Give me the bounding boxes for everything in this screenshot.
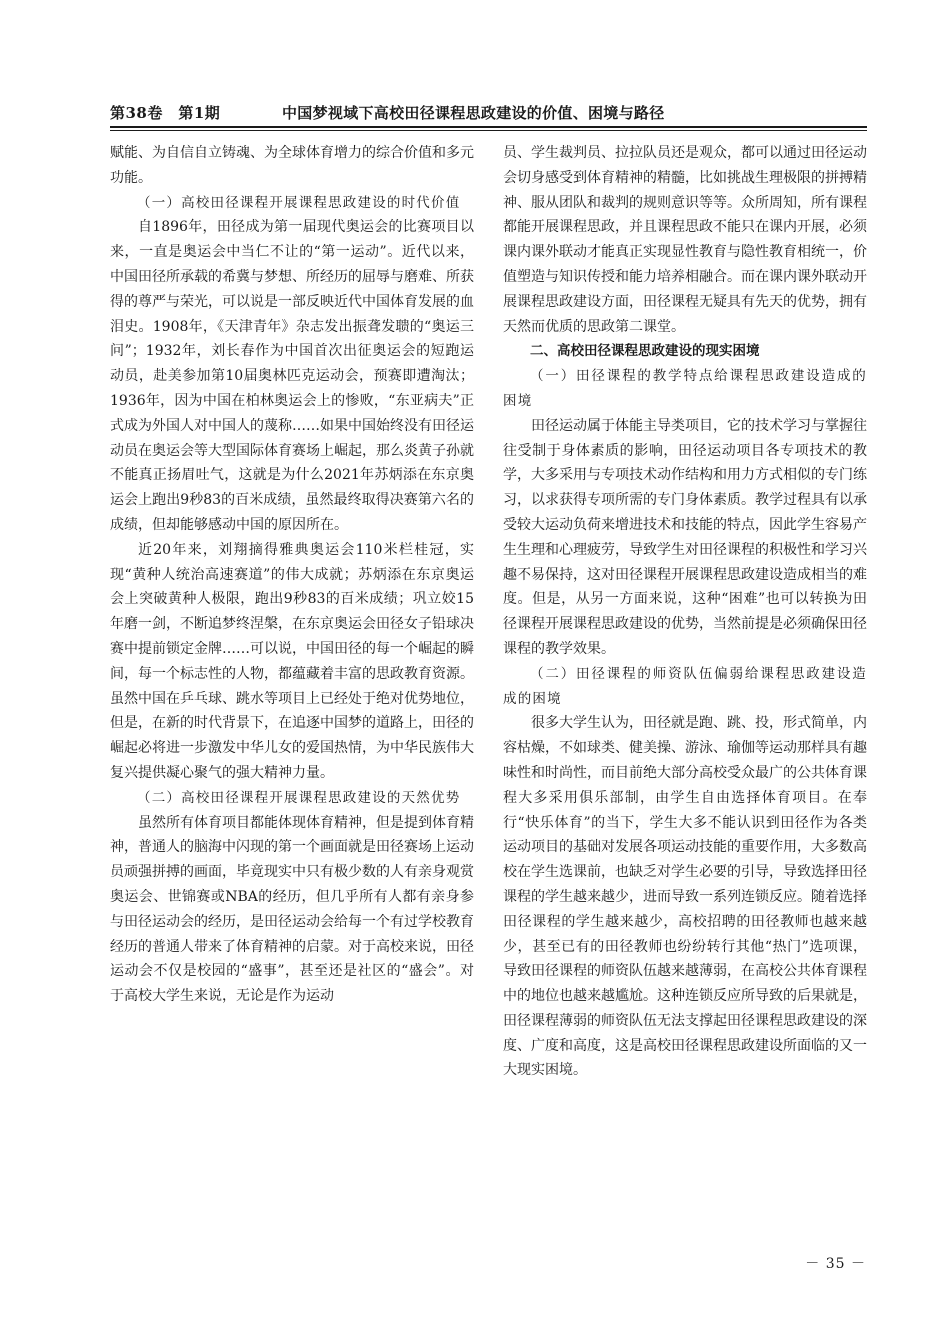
paragraph: 很多大学生认为，田径就是跑、跳、投，形式简单，内容枯燥，不如球类、健美操、游泳、瑜伽等运动那样具有趣味性和时尚性，而目前绝大部分高校受众最广的公共体育课程大多采用俱乐部制，由学生自由选择体育项目。在奉行“快乐体育”的当下，学生大多不能认识到田径作为各类运动项目的基础对发展各项运动技能的重要作用，大多数高校在学生选课前，也缺乏对学生必要的引导，导致选择田径课程的学生越来越少，进而导致一系列连锁反应。随着选择田径课程的学生越来越少，高校招聘的田径教师也越来越少，甚至已有的田径教师也纷纷转行其他“热门”选项课，导致田径课程的师资队伍越来越薄弱，在高校公共体育课程中的地位也越来越尴尬。这种连锁反应所导致的后果就是，田径课程薄弱的师资队伍无法支撑起田径课程思政建设的深度、广度和高度，这是高校田径课程思政建设所面临的又一大现实困境。: [503, 715, 867, 1079]
header-rule-thin: [110, 130, 867, 131]
article-title: 中国梦视域下高校田径课程思政建设的价值、困境与路径: [282, 104, 665, 122]
paragraph: 赋能、为自信自立铸魂、为全球体育增力的综合价值和多元功能。: [110, 145, 474, 186]
subheading: （二）高校田径课程开展课程思政建设的天然优势: [137, 789, 461, 806]
paragraph: 员、学生裁判员、拉拉队员还是观众，都可以通过田径运动会切身感受到体育精神的精髓，比如挑战生理极限的拼搏精神、服从团队和裁判的规则意识等等。众所周知，所有课程都能开展课程思政，并且课程思政不能只在课内开展，必须课内课外联动才能真正实现显性教育与隐性教育相统一，价值塑造与知识传授和能力培养相融合。而在课内课外联动开展课程思政建设方面，田径课程无疑具有先天的优势，拥有天然而优质的思政第二课堂。: [503, 145, 867, 335]
paragraph: 虽然所有体育项目都能体现体育精神，但是提到体育精神，普通人的脑海中闪现的第一个画面就是田径赛场上运动员顽强拼搏的画面，毕竟现实中只有极少数的人有亲身观赏奥运会、世锦赛或NBA的经历，但几乎所有人都有亲身参与田径运动会的经历，是田径运动会给每一个有过学校教育经历的普通人带来了体育精神的启蒙。对于高校来说，田径运动会不仅是校园的“盛事”，甚至还是社区的“盛会”。对于高校大学生来说，无论是作为运动: [110, 814, 474, 1005]
left-column: [110, 141, 474, 1009]
header-rule-thick: [110, 126, 867, 128]
paragraph: 自1896年，田径成为第一届现代奥运会的比赛项目以来，一直是奥运会中当仁不让的“第一运动”。近代以来，中国田径所承载的希冀与梦想、所经历的屈辱与磨难、所获得的尊严与荣光，可以说是一部反映近代中国体育发展的血泪史。1908年，《天津青年》杂志发出振聋发聩的“奥运三问”；1932年，刘长春作为中国首次出征奥运会的短跑运动员，赴美参加第10届奥林匹克运动会，预赛即遭淘汰；1936年，因为中国在柏林奥运会上的惨败，“东亚病夫”正式成为外国人对中国人的蔑称……如果中国始终没有田径运动员在奥运会等大型国际体育赛场上崛起，那么炎黄子孙就不能真正扬眉吐气，这就是为什么2021年苏炳添在东京奥运会上跑出9秒83的百米成绩，虽然最终取得决赛第六名的成绩，但却能够感动中国的原因所在。: [110, 219, 474, 533]
paragraph: 田径运动属于体能主导类项目，它的技术学习与掌握往往受制于身体素质的影响，田径运动项目各专项技术的教学，大多采用与专项技术动作结构和用力方式相似的专门练习，以求获得专项所需的专门身体素质。教学过程具有以承受较大运动负荷来增进技术和技能的特点，因此学生容易产生生理和心理疲劳，导致学生对田径课程的积极性和学习兴趣不易保持，这对田径课程开展课程思政建设造成相当的难度。但是，从另一方面来说，这种“困难”也可以转换为田径课程开展课程思政建设的优势，当然前提是必须确保田径课程的教学效果。: [503, 417, 867, 657]
page-number: － 35 －: [805, 1256, 866, 1272]
subheading: （一）田径课程的教学特点给课程思政建设造成的困境: [503, 368, 867, 409]
paragraph: 近20年来，刘翔摘得雅典奥运会110米栏桂冠，实现“黄种人统治高速赛道”的伟大成就；苏炳添在东京奥运会上突破黄种人极限，跑出9秒83的百米成绩；巩立姣15年磨一剑，不断追梦终涅槃，在东京奥运会田径女子铅球决赛中提前锁定金牌……可以说，中国田径的每一个崛起的瞬间，每一个标志性的人物，都蕴藏着丰富的思政教育资源。虽然中国在乒乓球、跳水等项目上已经处于绝对优势地位，但是，在新的时代背景下，在追逐中国梦的道路上，田径的崛起必将进一步激发中华儿女的爱国热情，为中华民族伟大复兴提供凝心聚气的强大精神力量。: [110, 541, 474, 781]
section-heading: 二、高校田径课程思政建设的现实困境: [530, 343, 760, 360]
right-column: [503, 141, 867, 1083]
volume-issue: 第38卷 第1期: [110, 104, 221, 122]
subheading: （二）田径课程的师资队伍偏弱给课程思政建设造成的困境: [503, 665, 867, 707]
subheading: （一）高校田径课程开展课程思政建设的时代价值: [137, 194, 461, 211]
running-header: [110, 102, 867, 124]
